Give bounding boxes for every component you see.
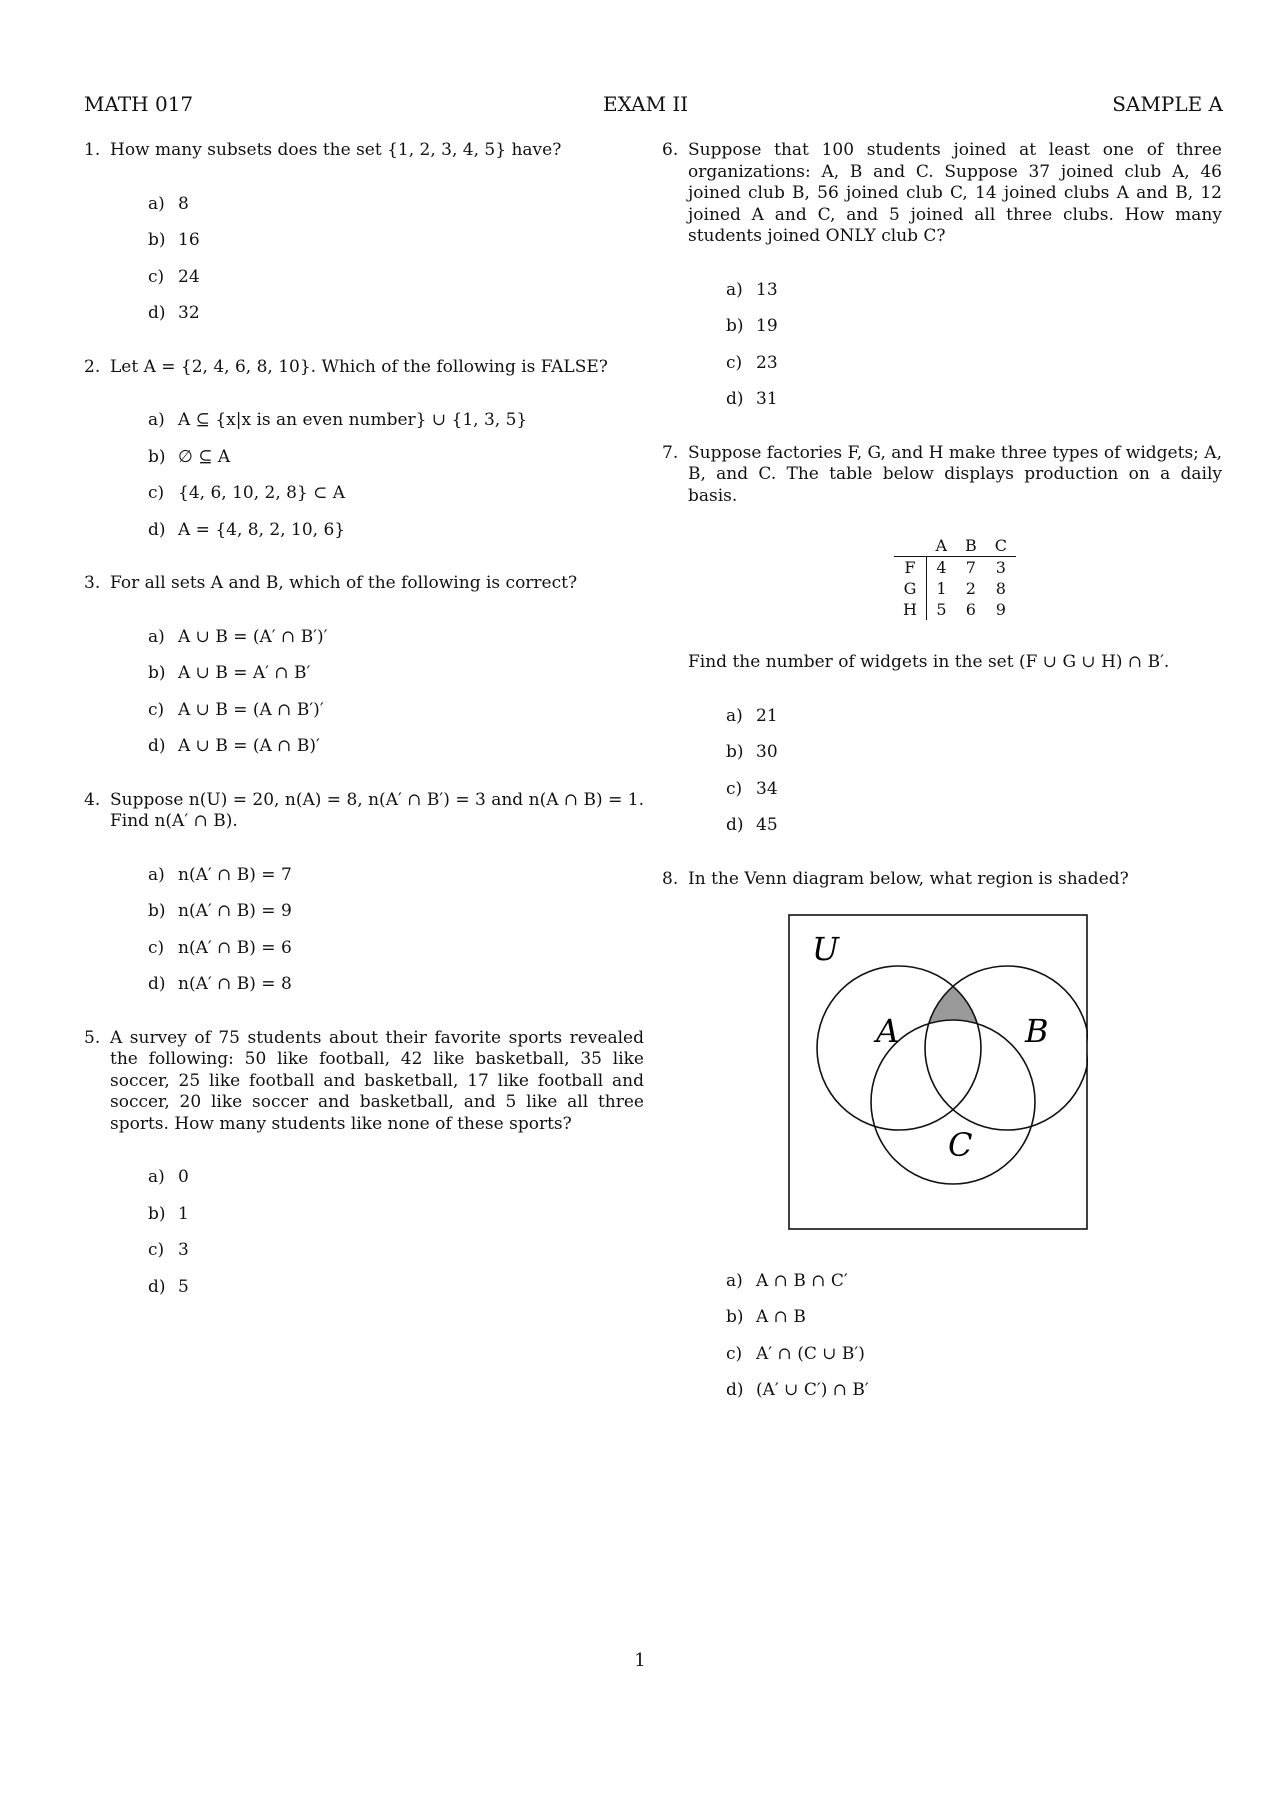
row-label: H: [894, 599, 926, 620]
option-b: b) A ∩ B: [726, 1307, 806, 1327]
widget-table-wrap: [688, 535, 1222, 620]
option-a: a) 8: [148, 193, 189, 214]
universe-label: U: [812, 930, 839, 968]
option-list: [148, 627, 644, 773]
set-b-label: B: [1025, 1012, 1049, 1050]
sample-label: SAMPLE A: [1112, 92, 1223, 116]
question-number: 1.: [84, 140, 101, 160]
question-number: 6.: [662, 140, 679, 160]
option-b: b) 30: [726, 742, 778, 762]
option-b: b) 16: [148, 230, 200, 250]
option-d: d) A = {4, 8, 2, 10, 6}: [148, 519, 346, 540]
option-c: c) n(A′ ∩ B) = 6: [148, 937, 292, 958]
option-d: d) 31: [726, 389, 778, 409]
row-label: F: [894, 557, 926, 579]
option-a: a) 21: [726, 705, 778, 726]
option-b: b) A ∪ B = A′ ∩ B′: [148, 663, 311, 683]
option-a: a) 0: [148, 1167, 189, 1187]
option-b: b) ∅ ⊆ A: [148, 446, 231, 467]
option-d: d) 45: [726, 815, 778, 835]
question-text: For all sets A and B, which of the following is correct?: [110, 573, 578, 593]
question-text: Suppose factories F, G, and H make three types of widgets; A, B, and C. The table below displays production on a daily basis.: [688, 442, 1222, 506]
table-cell: 6: [965, 600, 976, 619]
option-a: a) A ∩ B ∩ C′: [726, 1270, 848, 1291]
question-text: Suppose n(U) = 20, n(A) = 8, n(A′ ∩ B′) = 3 and n(A ∩ B) = 1. Find n(A′ ∩ B).: [110, 789, 644, 831]
option-c: c) 34: [726, 778, 778, 799]
option-list: [148, 410, 644, 556]
question-4: [84, 790, 644, 1011]
question-number: 3.: [84, 573, 101, 593]
option-list: [726, 280, 1222, 426]
option-c: c) 23: [726, 352, 778, 373]
question-number: 7.: [662, 442, 679, 463]
option-a: a) A ⊆ {x|x is an even number} ∪ {1, 3, 5}: [148, 410, 528, 430]
column-header-b: B: [956, 535, 986, 557]
table-cell: 4: [936, 558, 947, 577]
venn-diagram: [788, 914, 1088, 1230]
table-corner: [894, 535, 926, 557]
left-column: [84, 140, 644, 1313]
question-number: 8.: [662, 868, 679, 889]
question-3: [84, 573, 644, 773]
question-text: Suppose that 100 students joined at least one of three organizations: A, B and C. Suppose 37 joined club A, 46 joined club B, 56 joined club C, 14 joined clubs A and B, 12 joined A and C, and 5 joined all three clubs. How many students joined ONLY club C?: [688, 140, 1222, 246]
option-d: d) 5: [148, 1276, 189, 1297]
option-a: a) n(A′ ∩ B) = 7: [148, 864, 292, 885]
table-cell: 8: [995, 579, 1006, 598]
option-c: c) 24: [148, 266, 200, 287]
question-text: In the Venn diagram below, what region is shaded?: [688, 868, 1129, 889]
option-b: b) 19: [726, 316, 778, 336]
venn-diagram-wrap: [788, 914, 1222, 1237]
option-d: d) (A′ ∪ C′) ∩ B′: [726, 1380, 869, 1400]
table-cell: 9: [995, 600, 1006, 619]
set-c-label: C: [948, 1126, 973, 1164]
table-cell: 1: [936, 579, 947, 598]
table-row: [894, 599, 1016, 620]
table-cell: 3: [995, 558, 1006, 577]
page-number: 1: [634, 1650, 646, 1671]
question-number: 4.: [84, 789, 101, 810]
row-label: G: [894, 578, 926, 599]
option-list: [148, 194, 644, 340]
question-2: [84, 357, 644, 557]
course-code: MATH 017: [84, 92, 194, 116]
option-d: d) n(A′ ∩ B) = 8: [148, 974, 292, 994]
column-header-a: A: [926, 535, 956, 557]
question-text: Let A = {2, 4, 6, 8, 10}. Which of the following is FALSE?: [110, 356, 608, 377]
question-followup: Find the number of widgets in the set (F ∪ G ∪ H) ∩ B′.: [688, 652, 1170, 672]
option-d: d) 32: [148, 303, 200, 323]
question-1: [84, 140, 644, 340]
option-c: c) 3: [148, 1240, 189, 1260]
widget-table: [894, 535, 1016, 620]
option-list: [148, 865, 644, 1011]
question-text: How many subsets does the set {1, 2, 3, 4, 5} have?: [110, 140, 562, 160]
question-number: 2.: [84, 356, 101, 377]
option-list: [726, 1271, 1222, 1417]
option-list: [148, 1167, 644, 1313]
question-number: 5.: [84, 1027, 101, 1048]
question-6: [662, 140, 1222, 426]
option-a: a) A ∪ B = (A′ ∩ B′)′: [148, 626, 328, 647]
question-text: A survey of 75 students about their favorite sports revealed the following: 50 like football, 42 like basketball, 35 like soccer, 25 like football and basketball, 17 like football and soccer, 20 like soccer and basketball, and 5 like all three sports. How many students like none of these sports?: [110, 1027, 644, 1134]
question-5: [84, 1028, 644, 1314]
table-cell: 5: [936, 600, 947, 619]
option-c: c) {4, 6, 10, 2, 8} ⊂ A: [148, 483, 346, 503]
table-row: [894, 557, 1016, 579]
option-a: a) 13: [726, 279, 778, 300]
table-row: [894, 578, 1016, 599]
question-7: [662, 443, 1222, 852]
option-d: d) A ∪ B = (A ∩ B)′: [148, 736, 320, 756]
option-b: b) 1: [148, 1203, 189, 1224]
option-c: c) A′ ∩ (C ∪ B′): [726, 1343, 865, 1364]
option-b: b) n(A′ ∩ B) = 9: [148, 901, 292, 921]
right-column: [662, 140, 1222, 1417]
option-list: [726, 706, 1222, 852]
set-a-label: A: [876, 1012, 900, 1050]
exam-title: EXAM II: [603, 92, 689, 116]
table-cell: 2: [965, 579, 976, 598]
question-8: [662, 869, 1222, 1417]
option-c: c) A ∪ B = (A ∩ B′)′: [148, 699, 324, 720]
table-cell: 7: [965, 558, 976, 577]
column-header-c: C: [986, 535, 1016, 557]
